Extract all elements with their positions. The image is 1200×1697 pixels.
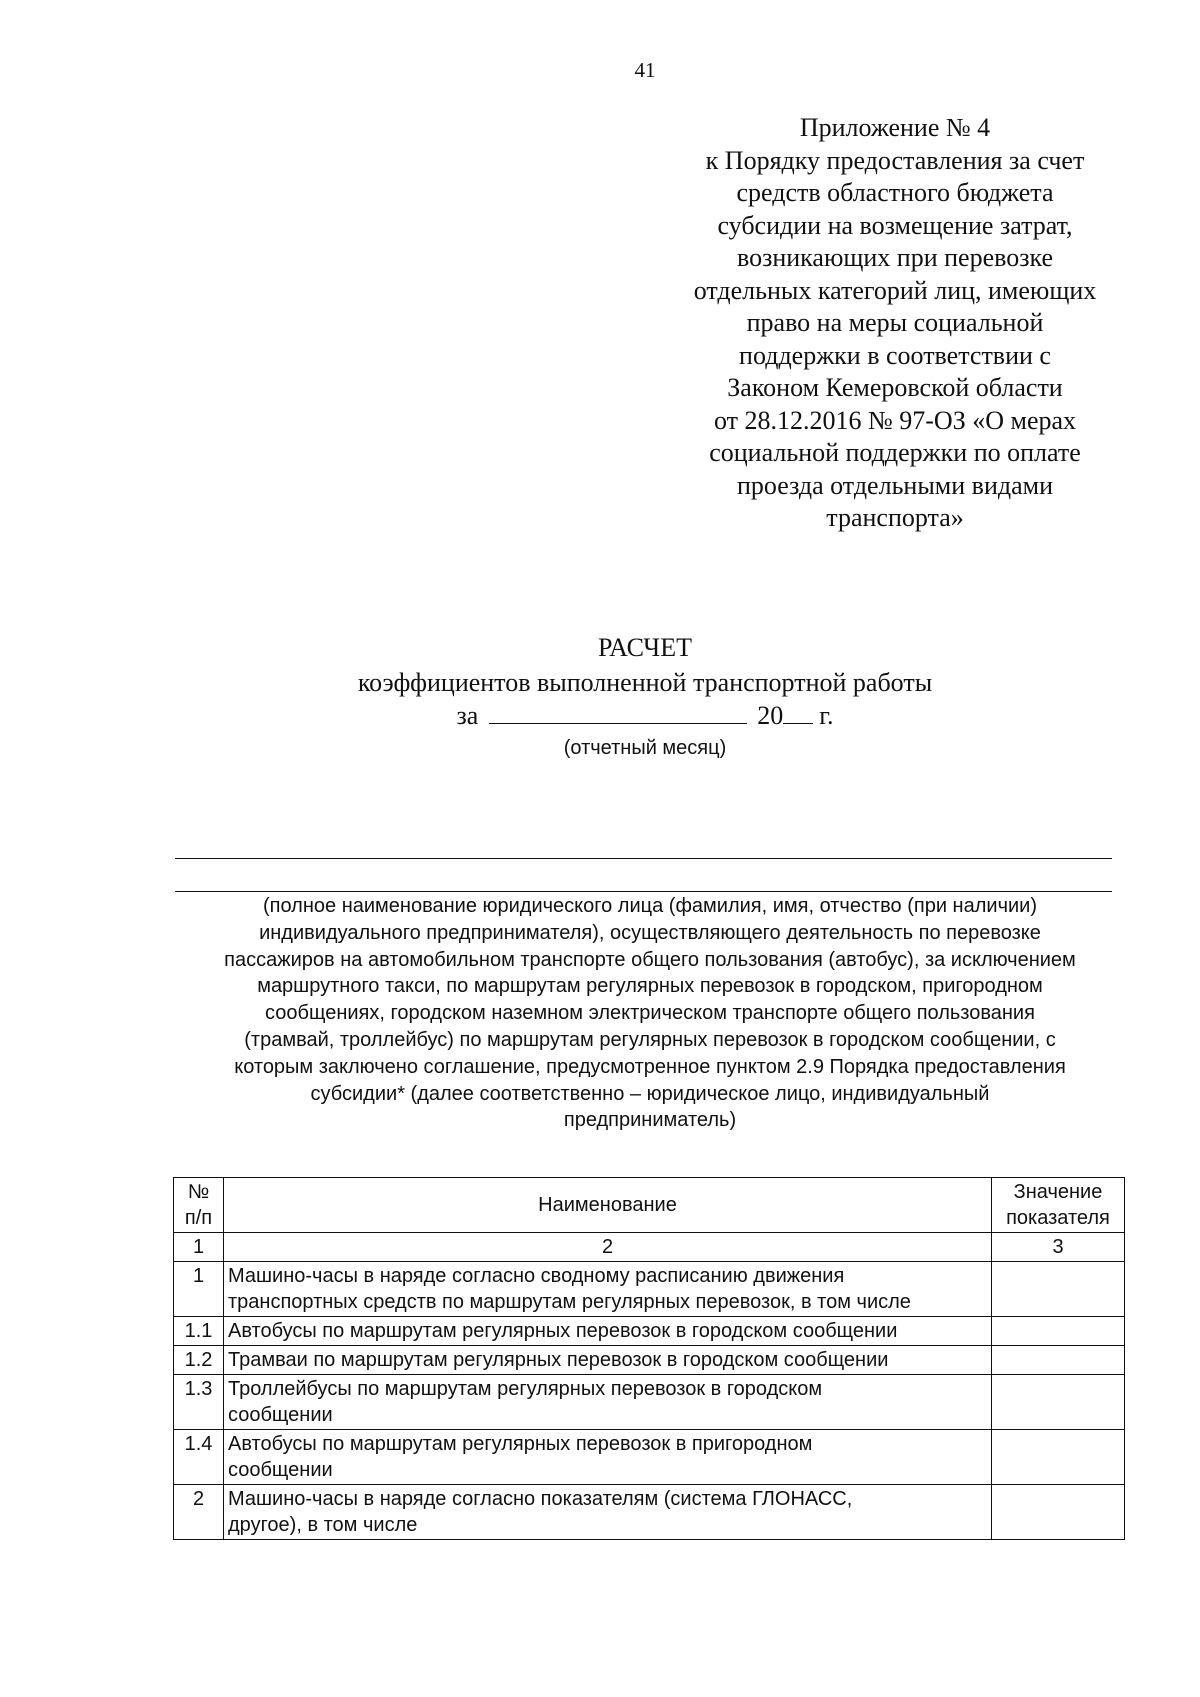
- table-row: [174, 1430, 1125, 1485]
- entity-name-blank-line[interactable]: [175, 858, 1112, 859]
- page-number: 41: [634, 58, 656, 82]
- document-title: РАСЧЕТ: [598, 633, 692, 662]
- appendix-line: право на меры социальной: [746, 308, 1044, 337]
- year-blank-field[interactable]: [783, 701, 813, 724]
- row-name: Трамваи по маршрутам регулярных перевозок в городском сообщении: [224, 1346, 992, 1375]
- period-prefix: за: [456, 701, 479, 730]
- appendix-line: Законом Кемеровской области: [727, 373, 1063, 402]
- row-name: Машино-часы в наряде согласно показателям (система ГЛОНАСС, другое), в том числе: [224, 1485, 992, 1540]
- appendix-line: транспорта»: [826, 503, 964, 532]
- entity-note-line: предприниматель): [563, 1109, 737, 1132]
- row-value-cell[interactable]: [992, 1430, 1125, 1485]
- header-name: Наименование: [224, 1178, 992, 1233]
- entity-note-line: (трамвай, троллейбус) по маршрутам регулярных перевозок в городском сообщении, с: [244, 1028, 1056, 1051]
- table-row: [174, 1317, 1125, 1346]
- appendix-line: поддержки в соответствии с: [739, 340, 1051, 370]
- period-line: [170, 700, 1120, 732]
- row-name: Автобусы по маршрутам регулярных перевозок в городском сообщении: [224, 1317, 992, 1346]
- column-number: 1: [174, 1233, 224, 1262]
- indicators-table: [173, 1177, 1125, 1540]
- entity-note-line: (полное наименование юридического лица (фамилия, имя, отчество (при наличии): [263, 895, 1037, 917]
- appendix-line: социальной поддержки по оплате: [709, 438, 1081, 467]
- appendix-line: возникающих при перевозке: [736, 243, 1054, 272]
- entity-note-line: пассажиров на автомобильном транспорте общего пользования (автобус), за исключением: [224, 948, 1076, 971]
- appendix-line: субсидии на возмещение затрат,: [717, 210, 1073, 240]
- row-number: 1.1: [174, 1317, 224, 1346]
- table-row: [174, 1375, 1125, 1430]
- year-prefix: 20: [757, 701, 784, 730]
- appendix-line: к Порядку предоставления за счет: [705, 145, 1085, 175]
- appendix-line: отдельных категорий лиц, имеющих: [693, 275, 1097, 305]
- header-number: № п/п: [174, 1178, 224, 1233]
- table-row: [174, 1262, 1125, 1317]
- row-value-cell[interactable]: [992, 1485, 1125, 1540]
- table-row: [174, 1485, 1125, 1540]
- row-number: 1.3: [174, 1375, 224, 1430]
- row-number: 1.4: [174, 1430, 224, 1485]
- period-note: (отчетный месяц): [563, 737, 727, 759]
- appendix-line: Приложение № 4: [799, 113, 991, 142]
- column-number-row: [174, 1233, 1125, 1262]
- entity-note-line: маршрутного такси, по маршрутам регулярных перевозок в городском, пригородном: [257, 975, 1043, 998]
- appendix-line: проезда отдельными видами: [736, 470, 1053, 500]
- row-number: 1: [174, 1262, 224, 1317]
- entity-name-blank-line[interactable]: [175, 891, 1112, 892]
- row-name: Автобусы по маршрутам регулярных перевозок в пригородном сообщении: [224, 1430, 992, 1485]
- table-header-row: [174, 1178, 1125, 1233]
- appendix-line: средств областного бюджета: [736, 178, 1054, 207]
- row-name: Троллейбусы по маршрутам регулярных перевозок в городском сообщении: [224, 1375, 992, 1430]
- row-value-cell[interactable]: [992, 1346, 1125, 1375]
- entity-note-line: которым заключено соглашение, предусмотренное пунктом 2.9 Порядка предоставления: [234, 1055, 1066, 1078]
- entity-note-line: сообщениях, городском наземном электрическом транспорте общего пользования: [265, 1002, 1035, 1025]
- row-number: 1.2: [174, 1346, 224, 1375]
- appendix-header: [665, 112, 1125, 535]
- column-number: 2: [224, 1233, 992, 1262]
- period-suffix: г.: [819, 701, 834, 730]
- month-blank-field[interactable]: [489, 701, 747, 724]
- entity-description: [170, 893, 1130, 1134]
- row-number: 2: [174, 1485, 224, 1540]
- table-row: [174, 1346, 1125, 1375]
- column-number: 3: [992, 1233, 1125, 1262]
- entity-note-line: индивидуального предпринимателя), осуществляющего деятельность по перевозке: [259, 921, 1041, 944]
- header-value: Значение показателя: [992, 1178, 1125, 1233]
- row-name: Машино-часы в наряде согласно сводному расписанию движения транспортных средств по маршрутам регулярных перевозок, в том числе: [224, 1262, 992, 1317]
- row-value-cell[interactable]: [992, 1317, 1125, 1346]
- entity-note-line: субсидии* (далее соответственно – юридическое лицо, индивидуальный: [310, 1082, 990, 1105]
- row-value-cell[interactable]: [992, 1375, 1125, 1430]
- appendix-line: от 28.12.2016 № 97-ОЗ «О мерах: [713, 405, 1077, 435]
- row-value-cell[interactable]: [992, 1262, 1125, 1317]
- document-subtitle: коэффициентов выполненной транспортной работы: [357, 668, 933, 697]
